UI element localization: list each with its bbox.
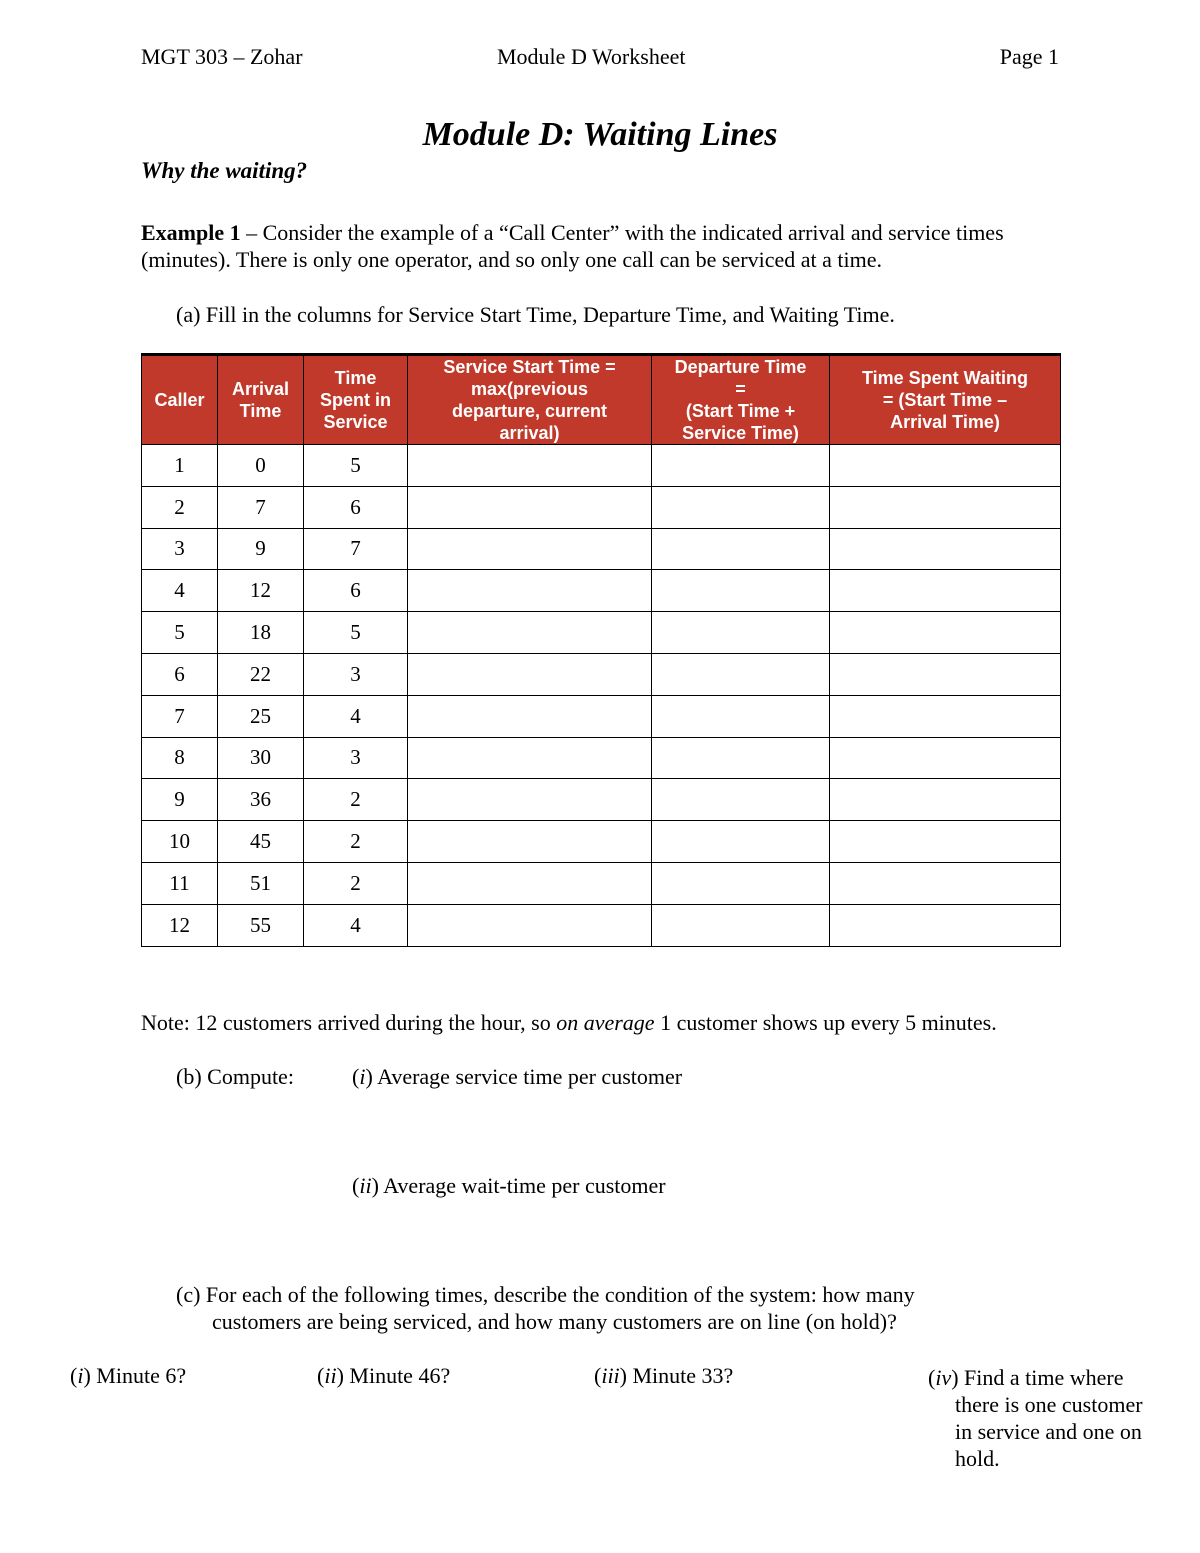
header-course: MGT 303 – Zohar <box>141 44 303 69</box>
service-time-cell: 6 <box>304 486 408 528</box>
question-minute-33: (iii) Minute 33? <box>594 1363 734 1388</box>
departure-time-cell[interactable] <box>652 904 830 946</box>
page-title: Module D: Waiting Lines <box>422 116 778 153</box>
waiting-time-cell[interactable] <box>830 570 1061 612</box>
caller-cell: 4 <box>142 570 218 612</box>
example-text-line2: (minutes). There is only one operator, and so only one call can be serviced at a time. <box>141 247 882 272</box>
caller-cell: 11 <box>142 862 218 904</box>
arrival-time-cell: 45 <box>218 821 304 863</box>
table-row <box>142 779 1061 821</box>
departure-time-cell[interactable] <box>652 737 830 779</box>
question-minute-6: (i) Minute 6? <box>70 1363 187 1388</box>
service-time-cell: 4 <box>304 904 408 946</box>
part-c-instruction: (c) For each of the following times, describe the condition of the system: how many customers are being serviced, and how many customers are on line (on hold)? <box>176 1282 915 1334</box>
arrival-time-cell: 18 <box>218 612 304 654</box>
table-row <box>142 695 1061 737</box>
caller-cell: 3 <box>142 528 218 570</box>
table-row <box>142 570 1061 612</box>
question-find-time: (iv) Find a time where there is one customer in service and one on hold. <box>928 1365 1143 1471</box>
waiting-time-cell[interactable] <box>830 653 1061 695</box>
header-waiting-time: Time Spent Waiting = (Start Time – Arrival Time) <box>830 355 1061 445</box>
note-emphasis: on average <box>556 1010 655 1035</box>
service-start-time-cell[interactable] <box>408 862 652 904</box>
departure-time-cell[interactable] <box>652 695 830 737</box>
departure-time-cell[interactable] <box>652 779 830 821</box>
part-b-label: (b) Compute: <box>176 1064 294 1089</box>
service-time-cell: 2 <box>304 862 408 904</box>
service-start-time-cell[interactable] <box>408 695 652 737</box>
caller-cell: 8 <box>142 737 218 779</box>
departure-time-cell[interactable] <box>652 821 830 863</box>
service-start-time-cell[interactable] <box>408 821 652 863</box>
waiting-time-cell[interactable] <box>830 486 1061 528</box>
table-row <box>142 653 1061 695</box>
service-start-time-cell[interactable] <box>408 570 652 612</box>
service-time-cell: 6 <box>304 570 408 612</box>
caller-cell: 5 <box>142 612 218 654</box>
header-arrival-time: Arrival Time <box>218 355 304 445</box>
table-row <box>142 862 1061 904</box>
service-start-time-cell[interactable] <box>408 904 652 946</box>
waiting-time-cell[interactable] <box>830 779 1061 821</box>
departure-time-cell[interactable] <box>652 862 830 904</box>
arrival-time-cell: 22 <box>218 653 304 695</box>
question-minute-46: (ii) Minute 46? <box>317 1363 451 1388</box>
table-row <box>142 821 1061 863</box>
example-text-line1: – Consider the example of a “Call Center” with the indicated arrival and service times <box>240 220 1004 245</box>
arrival-time-cell: 30 <box>218 737 304 779</box>
arrival-time-cell: 0 <box>218 445 304 487</box>
service-time-cell: 3 <box>304 653 408 695</box>
service-start-time-cell[interactable] <box>408 445 652 487</box>
arrival-time-cell: 7 <box>218 486 304 528</box>
arrival-time-cell: 51 <box>218 862 304 904</box>
table-row <box>142 486 1061 528</box>
header-document-title: Module D Worksheet <box>497 44 686 69</box>
waiting-time-cell[interactable] <box>830 821 1061 863</box>
part-b-question-ii: (ii) Average wait-time per customer <box>352 1173 666 1198</box>
waiting-time-cell[interactable] <box>830 612 1061 654</box>
service-start-time-cell[interactable] <box>408 486 652 528</box>
service-time-cell: 4 <box>304 695 408 737</box>
waiting-time-cell[interactable] <box>830 862 1061 904</box>
header-page-number: Page 1 <box>999 44 1059 69</box>
caller-cell: 7 <box>142 695 218 737</box>
header-service-start-time: Service Start Time = max(previous departure, current arrival) <box>408 355 652 445</box>
waiting-time-cell[interactable] <box>830 528 1061 570</box>
service-start-time-cell[interactable] <box>408 612 652 654</box>
service-time-cell: 5 <box>304 612 408 654</box>
service-start-time-cell[interactable] <box>408 779 652 821</box>
waiting-time-cell[interactable] <box>830 904 1061 946</box>
waiting-time-cell[interactable] <box>830 737 1061 779</box>
call-center-table <box>141 353 1061 947</box>
example-label: Example 1 <box>141 220 241 245</box>
arrival-time-cell: 9 <box>218 528 304 570</box>
service-start-time-cell[interactable] <box>408 653 652 695</box>
departure-time-cell[interactable] <box>652 612 830 654</box>
example-paragraph <box>141 219 1071 273</box>
table-row <box>142 445 1061 487</box>
service-time-cell: 3 <box>304 737 408 779</box>
service-time-cell: 7 <box>304 528 408 570</box>
service-time-cell: 2 <box>304 779 408 821</box>
departure-time-cell[interactable] <box>652 528 830 570</box>
section-subtitle: Why the waiting? <box>141 158 308 183</box>
caller-cell: 6 <box>142 653 218 695</box>
caller-cell: 2 <box>142 486 218 528</box>
average-arrival-note: Note: 12 customers arrived during the hour, so on average 1 customer shows up every 5 minutes. <box>141 1010 997 1035</box>
header-caller: Caller <box>142 355 218 445</box>
part-a-instruction: (a) Fill in the columns for Service Start Time, Departure Time, and Waiting Time. <box>176 302 895 327</box>
table-row <box>142 528 1061 570</box>
waiting-time-cell[interactable] <box>830 445 1061 487</box>
arrival-time-cell: 36 <box>218 779 304 821</box>
caller-cell: 1 <box>142 445 218 487</box>
service-time-cell: 2 <box>304 821 408 863</box>
header-service-time: Time Spent in Service <box>304 355 408 445</box>
service-start-time-cell[interactable] <box>408 528 652 570</box>
table-header-row <box>142 355 1061 445</box>
arrival-time-cell: 12 <box>218 570 304 612</box>
caller-cell: 12 <box>142 904 218 946</box>
service-start-time-cell[interactable] <box>408 737 652 779</box>
departure-time-cell[interactable] <box>652 653 830 695</box>
caller-cell: 9 <box>142 779 218 821</box>
table-row <box>142 737 1061 779</box>
table-row <box>142 612 1061 654</box>
waiting-time-cell[interactable] <box>830 695 1061 737</box>
part-b-question-i: (i) Average service time per customer <box>352 1064 683 1089</box>
arrival-time-cell: 55 <box>218 904 304 946</box>
departure-time-cell[interactable] <box>652 486 830 528</box>
departure-time-cell[interactable] <box>652 445 830 487</box>
arrival-time-cell: 25 <box>218 695 304 737</box>
table-row <box>142 904 1061 946</box>
departure-time-cell[interactable] <box>652 570 830 612</box>
header-departure-time: Departure Time = (Start Time + Service Time) <box>652 355 830 445</box>
caller-cell: 10 <box>142 821 218 863</box>
service-time-cell: 5 <box>304 445 408 487</box>
